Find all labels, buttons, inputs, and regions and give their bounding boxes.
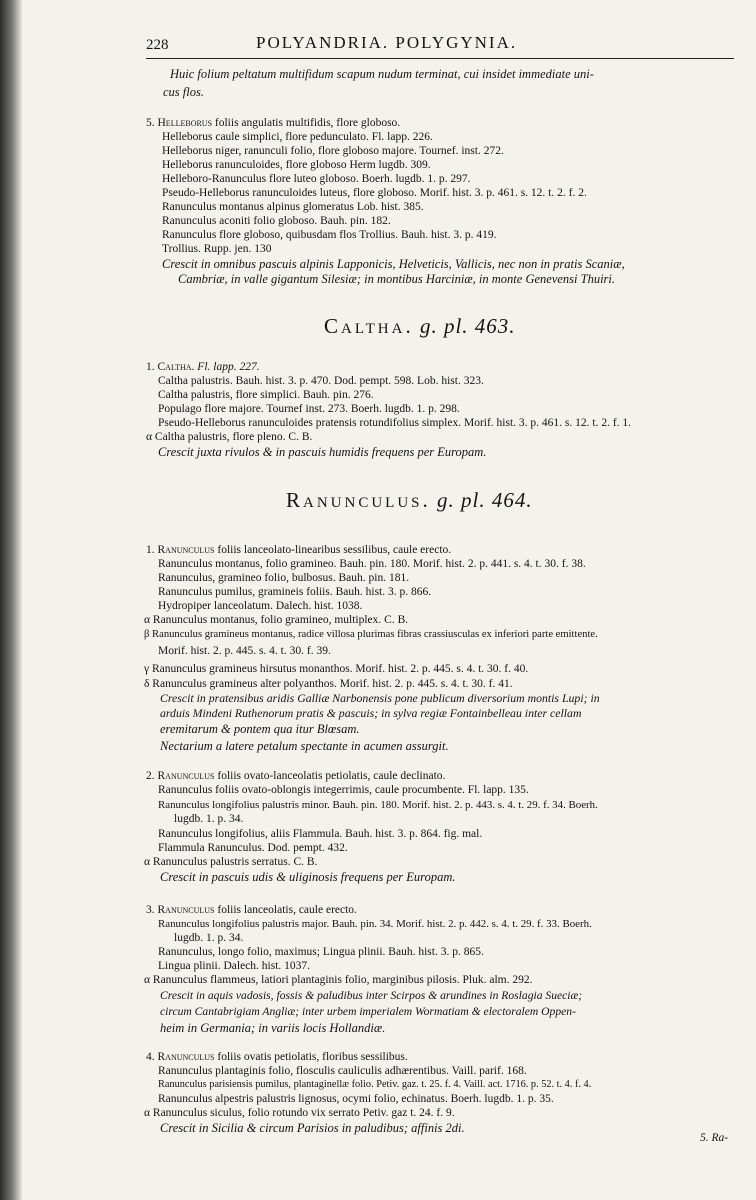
synonym-line: Ranunculus aconiti folio globoso. Bauh. pin. 182. [162, 215, 391, 227]
synonym-line: Pseudo-Helleborus ranunculoides luteus, flore globoso. Morif. hist. 3. p. 461. s. 12. t. 2. f. 2. [162, 187, 587, 199]
variety-line [144, 975, 533, 987]
genus-title [286, 490, 533, 511]
variety-marker: α [144, 856, 151, 868]
synonym-line: Morif. hist. 2. p. 445. s. 4. t. 30. f. 39. [158, 645, 331, 657]
variety-marker: α [146, 431, 153, 443]
variety-marker: β [144, 629, 150, 640]
synonym-line: Ranunculus alpestris palustris lignosus, ocymi folio, echinatus. Boerh. lugdb. 1. p. 35. [158, 1093, 554, 1105]
synonym-line: Ranunculus montanus alpinus glomeratus Lob. hist. 385. [162, 201, 424, 213]
entry-genus: Ranunculus [157, 904, 215, 916]
genus-title-name: Caltha. [324, 314, 414, 338]
entry-heading [146, 545, 451, 557]
habitat-line: Crescit juxta rivulos & in pascuis humidis frequens per Europam. [158, 445, 487, 459]
entry-heading [146, 771, 445, 783]
entry-heading [146, 905, 357, 917]
variety-line [144, 679, 513, 691]
synonym-line: Lingua plinii. Dalech. hist. 1037. [158, 960, 311, 972]
synonym-line: Ranunculus, longo folio, maximus; Lingua plinii. Bauh. hist. 3. p. 865. [158, 946, 484, 958]
variety-line [144, 664, 528, 676]
habitat-line: Crescit in omnibus pascuis alpinis Lapponicis, Helveticis, Vallicis, nec non in pratis Scaniæ, [162, 257, 625, 271]
synonym-line: Trollius. Rupp. jen. 130 [162, 243, 272, 255]
synonym-line: Caltha palustris. Bauh. hist. 3. p. 470. Dod. pempt. 598. Lob. hist. 323. [158, 375, 484, 387]
entry-genus: Helleborus [157, 117, 213, 129]
variety-line [144, 615, 408, 627]
variety-text: Ranunculus montanus, folio gramineo, multiplex. C. B. [152, 614, 409, 626]
variety-text: Ranunculus palustris serratus. C. B. [152, 856, 318, 868]
entry-diagnosis: foliis angulatis multifidis, flore globoso. [212, 117, 401, 129]
synonym-line: Ranunculus longifolius palustris major. Bauh. pin. 34. Morif. hist. 2. p. 442. s. 4. t. 29. f. 33. Boerh. [158, 918, 592, 930]
variety-line [144, 630, 598, 641]
synonym-line: Helleborus niger, ranunculi folio, flore globoso majore. Tournef. inst. 272. [162, 145, 504, 157]
variety-text: Ranunculus gramineus alter polyanthos. Morif. hist. 2. p. 445. s. 4. t. 30. f. 41. [152, 678, 513, 690]
synonym-line: Ranunculus foliis ovato-oblongis integerrimis, caule procumbente. Fl. lapp. 135. [158, 784, 529, 796]
entry-heading [146, 1052, 408, 1064]
variety-marker: α [144, 614, 151, 626]
synonym-line: lugdb. 1. p. 34. [174, 932, 244, 944]
synonym-line: Ranunculus, gramineo folio, bulbosus. Bauh. pin. 181. [158, 572, 410, 584]
habitat-line: Crescit in aquis vadosis, fossis & paludibus inter Scirpos & arundines in Roslagia Sueciæ; [160, 989, 583, 1002]
entry-number: 3. [146, 904, 155, 916]
genus-title-name: Ranunculus. [286, 488, 431, 512]
entry-diagnosis: foliis lanceolatis, caule erecto. [214, 904, 357, 916]
entry-genus: Ranunculus [157, 544, 215, 556]
synonym-line: Helleboro-Ranunculus flore luteo globoso. Boerh. lugdb. 1. p. 297. [162, 173, 471, 185]
variety-marker: α [144, 974, 151, 986]
catchword: 5. Ra- [700, 1132, 729, 1144]
entry-diagnosis: foliis ovatis petiolatis, floribus sessilibus. [214, 1051, 408, 1063]
entry-number: 5. [146, 117, 155, 129]
synonym-line: Ranunculus plantaginis folio, flosculis cauliculis adhærentibus. Vaill. parif. 168. [158, 1065, 527, 1077]
habitat-line: arduis Mindeni Ruthenorum pratis & pascuis; in sylva regiæ Fontainbelleau inter cellam [160, 706, 582, 720]
habitat-line: Cambriæ, in valle gigantum Silesiæ; in montibus Harciniæ, in monte Genevensi Thuiri. [178, 272, 616, 286]
variety-text: Ranunculus siculus, folio rotundo vix serrato Petiv. gaz t. 24. f. 9. [152, 1107, 455, 1119]
synonym-line: Flammula Ranunculus. Dod. pempt. 432. [158, 842, 348, 854]
habitat-line: eremitarum & pontem qua itur Blœsam. [160, 722, 360, 736]
habitat-line: heim in Germania; in variis locis Hollandiæ. [160, 1021, 386, 1035]
synonym-line: Ranunculus longifolius palustris minor. Bauh. pin. 180. Morif. hist. 2. p. 443. s. 4. t. 29. f. 34. Boerh. [158, 799, 598, 811]
binding-gutter [0, 0, 22, 1200]
habitat-line: Crescit in Sicilia & circum Parisios in paludibus; affinis 2di. [160, 1121, 465, 1135]
running-title: POLYANDRIA. POLYGYNIA. [256, 33, 518, 52]
synonym-line: Hydropiper lanceolatum. Dalech. hist. 1038. [158, 600, 363, 612]
synonym-line: Helleborus caule simplici, flore pedunculato. Fl. lapp. 226. [162, 131, 433, 143]
synonym-line: Ranunculus longifolius, aliis Flammula. Bauh. hist. 3. p. 864. fig. mal. [158, 828, 483, 840]
entry-number: 4. [146, 1051, 155, 1063]
entry-diagnosis: foliis lanceolato-linearibus sessilibus, caule erecto. [214, 544, 452, 556]
intro-line: Huic folium peltatum multifidum scapum nudum terminat, cui insidet immediate uni- [170, 67, 594, 81]
genus-title-ref: g. pl. 464. [437, 488, 533, 512]
synonym-line: Ranunculus parisiensis pumilus, plantaginellæ folio. Petiv. gaz. t. 25. f. 4. Vaill. act. 1716. p. 52. t. 4. f. 4. [158, 1079, 592, 1090]
note-line: Nectarium a latere petalum spectante in acumen assurgit. [160, 739, 449, 753]
genus-title-ref: g. pl. 463. [419, 314, 516, 338]
synonym-line: Populago flore majore. Tournef inst. 273. Boerh. lugdb. 1. p. 298. [158, 403, 460, 415]
synonym-line: Pseudo-Helleborus ranunculoides pratensis rotundifolius simplex. Morif. hist. 3. p. 461. s. 12. t. 2. f. 1. [158, 417, 632, 429]
entry-heading [146, 118, 400, 130]
synonym-line: Ranunculus pumilus, gramineis foliis. Bauh. hist. 3. p. 866. [158, 586, 432, 598]
variety-marker: α [144, 1107, 151, 1119]
entry-number: 1. [146, 361, 155, 373]
synonym-line: Ranunculus flore globoso, quibusdam flos Trollius. Bauh. hist. 3. p. 419. [162, 229, 497, 241]
entry-heading [146, 362, 260, 374]
variety-text: Caltha palustris, flore pleno. C. B. [154, 431, 313, 443]
variety-line [144, 1108, 455, 1120]
variety-line [146, 432, 312, 444]
entry-genus: Ranunculus [157, 1051, 215, 1063]
synonym-line: Helleborus ranunculoides, flore globoso Herm lugdb. 309. [162, 159, 431, 171]
entry-genus: Caltha. [157, 361, 195, 373]
habitat-line: Crescit in pascuis udis & uliginosis frequens per Europam. [160, 870, 456, 884]
synonym-line: Caltha palustris, flore simplici. Bauh. pin. 276. [158, 389, 374, 401]
genus-title [324, 316, 516, 337]
entry-diagnosis: Fl. lapp. 227. [194, 361, 260, 373]
entry-diagnosis: foliis ovato-lanceolatis petiolatis, caule declinato. [214, 770, 446, 782]
synonym-line: Ranunculus montanus, folio gramineo. Bauh. pin. 180. Morif. hist. 2. p. 441. s. 4. t. 30. f. 38. [158, 558, 586, 570]
variety-text: Ranunculus gramineus hirsutus monanthos. Morif. hist. 2. p. 445. s. 4. t. 30. f. 40. [151, 663, 529, 675]
page-number: 228 [146, 37, 169, 53]
entry-number: 2. [146, 770, 155, 782]
synonym-line: lugdb. 1. p. 34. [174, 813, 244, 825]
variety-marker: γ [144, 663, 150, 675]
intro-line: cus flos. [163, 85, 204, 99]
habitat-line: circum Cantabrigiam Angliæ; inter urbem imperialem Wormatiam & electoralem Oppen- [160, 1005, 576, 1018]
variety-marker: δ [144, 678, 150, 690]
habitat-line: Crescit in pratensibus aridis Galliæ Narbonensis pone publicum diversorium montis Lupi; in [160, 691, 600, 705]
entry-genus: Ranunculus [157, 770, 215, 782]
header-rule [146, 58, 734, 59]
entry-number: 1. [146, 544, 155, 556]
variety-text: Ranunculus gramineus montanus, radice villosa plurimas fibras crassiusculas ex inferiori parte emittente. [152, 629, 598, 640]
variety-text: Ranunculus flammeus, latiori plantaginis folio, marginibus pilosis. Pluk. alm. 292. [152, 974, 533, 986]
variety-line [144, 857, 317, 869]
